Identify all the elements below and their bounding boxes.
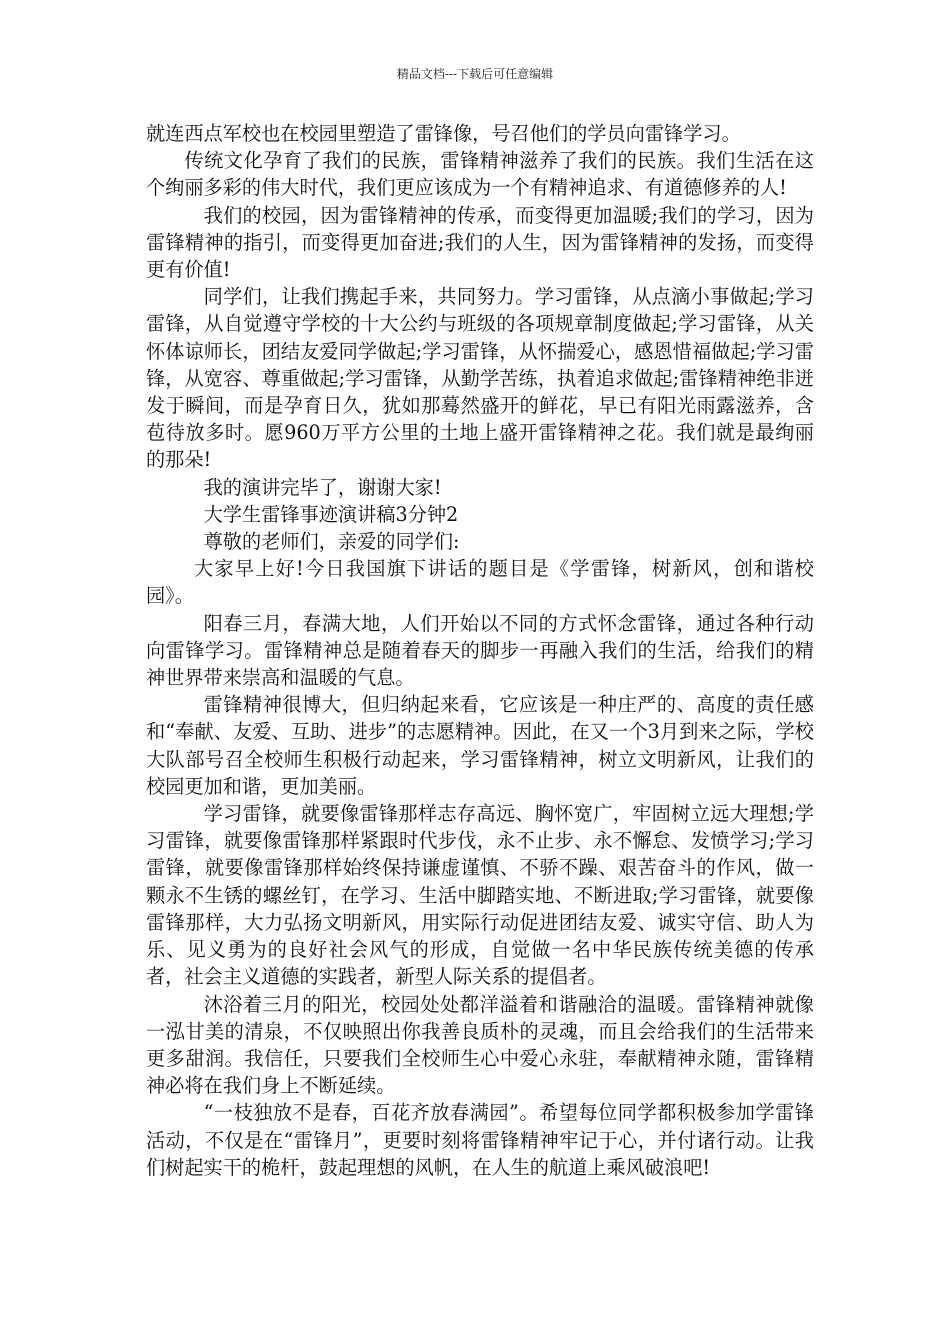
salutation: 尊敬的老师们，亲爱的同学们: <box>203 530 460 554</box>
paragraph-1: 就连西点军校也在校园里塑造了雷锋像，号召他们的学员向雷锋学习。 <box>146 122 741 145</box>
paragraph-11: “一枝独放不是春，百花齐放春满园”。希望每位同学都积极参加学雷锋活动，不仅是在“雷锋月”，更要时刻将雷锋精神牢记于心，并付诸行动。让我们树起实干的桅杆，鼓起理想的风帆，在人生的航道上乘风破浪吧! <box>146 1101 814 1179</box>
paragraph-4: 同学们，让我们携起手来，共同努力。学习雷锋，从点滴小事做起;学习雷锋，从自觉遵守学校的十大公约与班级的各项规章制度做起;学习雷锋，从关怀体谅师长，团结友爱同学做起;学习雷锋，从怀揣爱心，感恩惜福做起;学习雷锋，从宽容、尊重做起;学习雷锋，从勤学苦练，执着追求做起;雷锋精神绝非迸发于瞬间，而是孕育日久，犹如那蓦然盛开的鲜花，早已有阳光雨露滋养，含苞待放多时。愿960万平方公里的土地上盛开雷锋精神之花。我们就是最绚丽的那朵! <box>146 285 814 472</box>
paragraph-3: 我们的校园，因为雷锋精神的传承，而变得更加温暖;我们的学习，因为雷锋精神的指引，而变得更加奋进;我们的人生，因为雷锋精神的发扬，而变得更有价值! <box>146 203 814 282</box>
paragraph-7: 阳春三月，春满大地，人们开始以不同的方式怀念雷锋，通过各种行动向雷锋学习。雷锋精神总是随着春天的脚步一再融入我们的生活，给我们的精神世界带来崇高和温暖的气息。 <box>146 611 814 690</box>
paragraph-2: 传统文化孕育了我们的民族，雷锋精神滋养了我们的民族。我们生活在这个绚丽多彩的伟大时代，我们更应该成为一个有精神追求、有道德修养的人! <box>146 149 814 200</box>
paragraph-10: 沐浴着三月的阳光，校园处处都洋溢着和谐融洽的温暖。雷锋精神就像一泓甘美的清泉，不仅映照出你我善良质朴的灵魂，而且会给我们的生活带来更多甜润。我信任，只要我们全校师生心中爱心永驻，奉献精神永随，雷锋精神必将在我们身上不断延续。 <box>146 992 814 1098</box>
paragraph-9: 学习雷锋，就要像雷锋那样志存高远、胸怀宽广，牢固树立远大理想;学习雷锋，就要像雷锋那样紧跟时代步伐，永不止步、永不懈怠、发愤学习;学习雷锋，就要像雷锋那样始终保持谦虚谨慎、不骄不躁、艰苦奋斗的作风，做一颗永不生锈的螺丝钉，在学习、生活中脚踏实地、不断进取;学习雷锋，就要像雷锋那样，大力弘扬文明新风，用实际行动促进团结友爱、诚实守信、助人为乐、见义勇为的良好社会风气的形成，自觉做一名中华民族传统美德的传承者，社会主义道德的实践者，新型人际关系的提倡者。 <box>146 802 814 989</box>
paragraph-8: 雷锋精神很博大，但归纳起来看，它应该是一种庄严的、高度的责任感和“奉献、友爱、互助、进步”的志愿精神。因此，在又一个3月到来之际，学校大队部号召全校师生积极行动起来，学习雷锋精神，树立文明新风，让我们的校园更加和谐，更加美丽。 <box>146 693 814 798</box>
page-header: 精品文档---下载后可任意编辑 <box>396 67 554 81</box>
paragraph-6: 大家早上好!今日我国旗下讲话的题目是《学雷锋，树新风，创和谐校园》。 <box>146 557 814 608</box>
paragraph-5: 我的演讲完毕了，谢谢大家! <box>203 475 442 499</box>
document-body <box>146 120 814 1181</box>
section-heading: 大学生雷锋事迹演讲稿3分钟2 <box>203 502 459 526</box>
